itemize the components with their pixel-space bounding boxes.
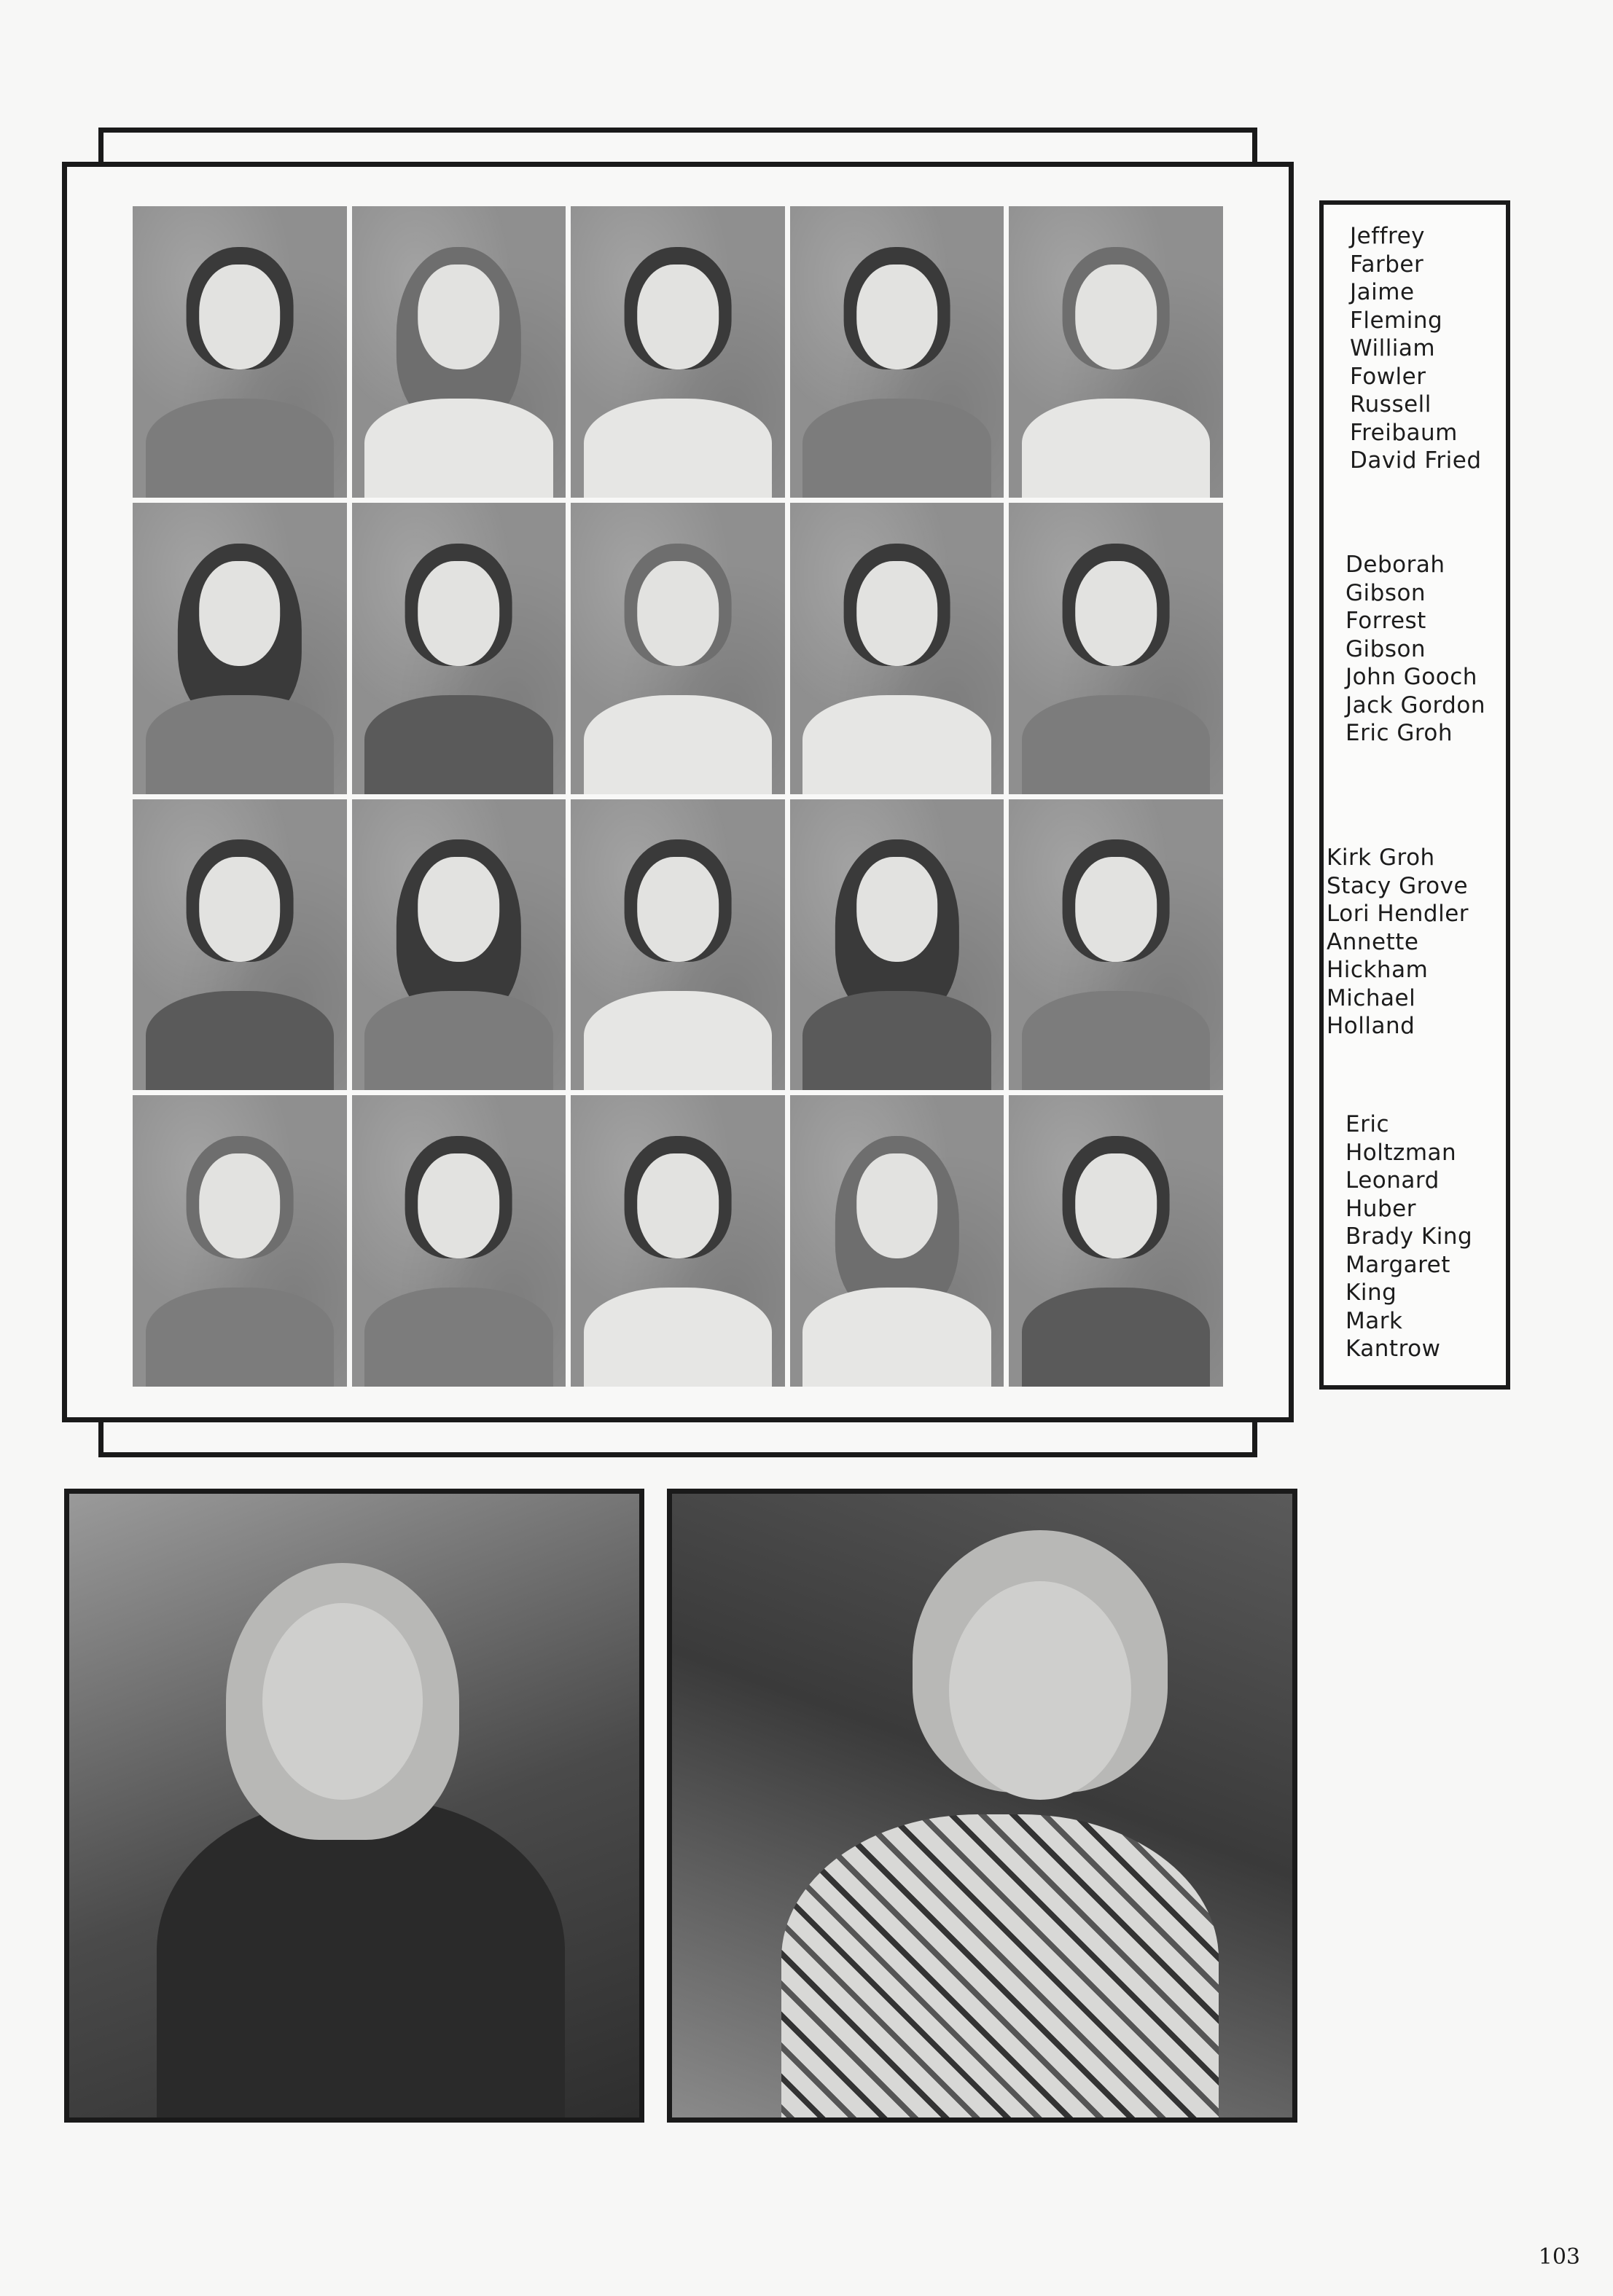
student-name: Jeffrey bbox=[1350, 223, 1426, 249]
portrait-grid bbox=[133, 206, 1223, 1387]
portrait-photo bbox=[790, 503, 1004, 794]
portrait-photo bbox=[352, 503, 566, 794]
student-name: Leonard bbox=[1346, 1167, 1440, 1194]
student-name: Hickham bbox=[1327, 957, 1429, 983]
student-name: Margaret bbox=[1346, 1251, 1450, 1278]
student-name: Holland bbox=[1327, 1013, 1415, 1039]
student-name: Annette bbox=[1327, 928, 1419, 955]
portrait-photo bbox=[133, 503, 347, 794]
student-name: Jack Gordon bbox=[1346, 691, 1485, 718]
student-name: Huber bbox=[1346, 1195, 1416, 1222]
student-name: Fowler bbox=[1350, 363, 1426, 390]
name-list-panel bbox=[1319, 200, 1510, 1390]
student-name: Mark bbox=[1346, 1307, 1403, 1334]
portrait-photo bbox=[352, 799, 566, 1091]
portrait-photo bbox=[571, 503, 785, 794]
portrait-photo bbox=[352, 1095, 566, 1387]
student-name: Stacy Grove bbox=[1327, 872, 1469, 899]
student-name: Holtzman bbox=[1346, 1139, 1457, 1166]
student-name: King bbox=[1346, 1280, 1397, 1306]
student-name: Russell bbox=[1350, 391, 1432, 418]
portrait-photo bbox=[352, 206, 566, 498]
name-group-row-4 bbox=[1346, 1110, 1472, 1363]
candid-photo-right bbox=[667, 1489, 1297, 2123]
portrait-photo bbox=[1009, 1095, 1223, 1387]
name-group-row-2 bbox=[1346, 551, 1485, 748]
student-name: Kantrow bbox=[1346, 1336, 1441, 1362]
student-name: Forrest bbox=[1346, 608, 1426, 634]
student-name: William bbox=[1350, 335, 1436, 361]
portrait-photo bbox=[133, 799, 347, 1091]
student-name: Eric bbox=[1346, 1111, 1389, 1137]
student-name: Jaime bbox=[1350, 279, 1415, 305]
student-name: Freibaum bbox=[1350, 419, 1458, 446]
student-name: Eric Groh bbox=[1346, 720, 1453, 746]
student-name: David Fried bbox=[1350, 447, 1482, 474]
student-name: Gibson bbox=[1346, 635, 1426, 662]
student-name: Farber bbox=[1350, 251, 1424, 278]
candid-photo-left bbox=[64, 1489, 644, 2123]
portrait-photo bbox=[1009, 799, 1223, 1091]
portrait-photo bbox=[571, 206, 785, 498]
name-group-row-3 bbox=[1327, 844, 1469, 1041]
student-name: Deborah bbox=[1346, 552, 1445, 578]
student-name: Fleming bbox=[1350, 307, 1443, 334]
page-number: 103 bbox=[1538, 2244, 1580, 2270]
portrait-photo bbox=[133, 1095, 347, 1387]
portrait-photo bbox=[790, 799, 1004, 1091]
student-name: Kirk Groh bbox=[1327, 845, 1435, 871]
student-name: John Gooch bbox=[1346, 664, 1477, 690]
portrait-photo bbox=[1009, 503, 1223, 794]
portrait-photo bbox=[1009, 206, 1223, 498]
portrait-photo bbox=[133, 206, 347, 498]
portrait-photo bbox=[571, 1095, 785, 1387]
student-name: Lori Hendler bbox=[1327, 901, 1469, 927]
portrait-photo bbox=[790, 1095, 1004, 1387]
student-name: Brady King bbox=[1346, 1223, 1473, 1250]
portrait-photo bbox=[571, 799, 785, 1091]
name-group-row-1 bbox=[1350, 222, 1482, 475]
portrait-photo bbox=[790, 206, 1004, 498]
student-name: Michael bbox=[1327, 984, 1416, 1011]
student-name: Gibson bbox=[1346, 579, 1426, 606]
